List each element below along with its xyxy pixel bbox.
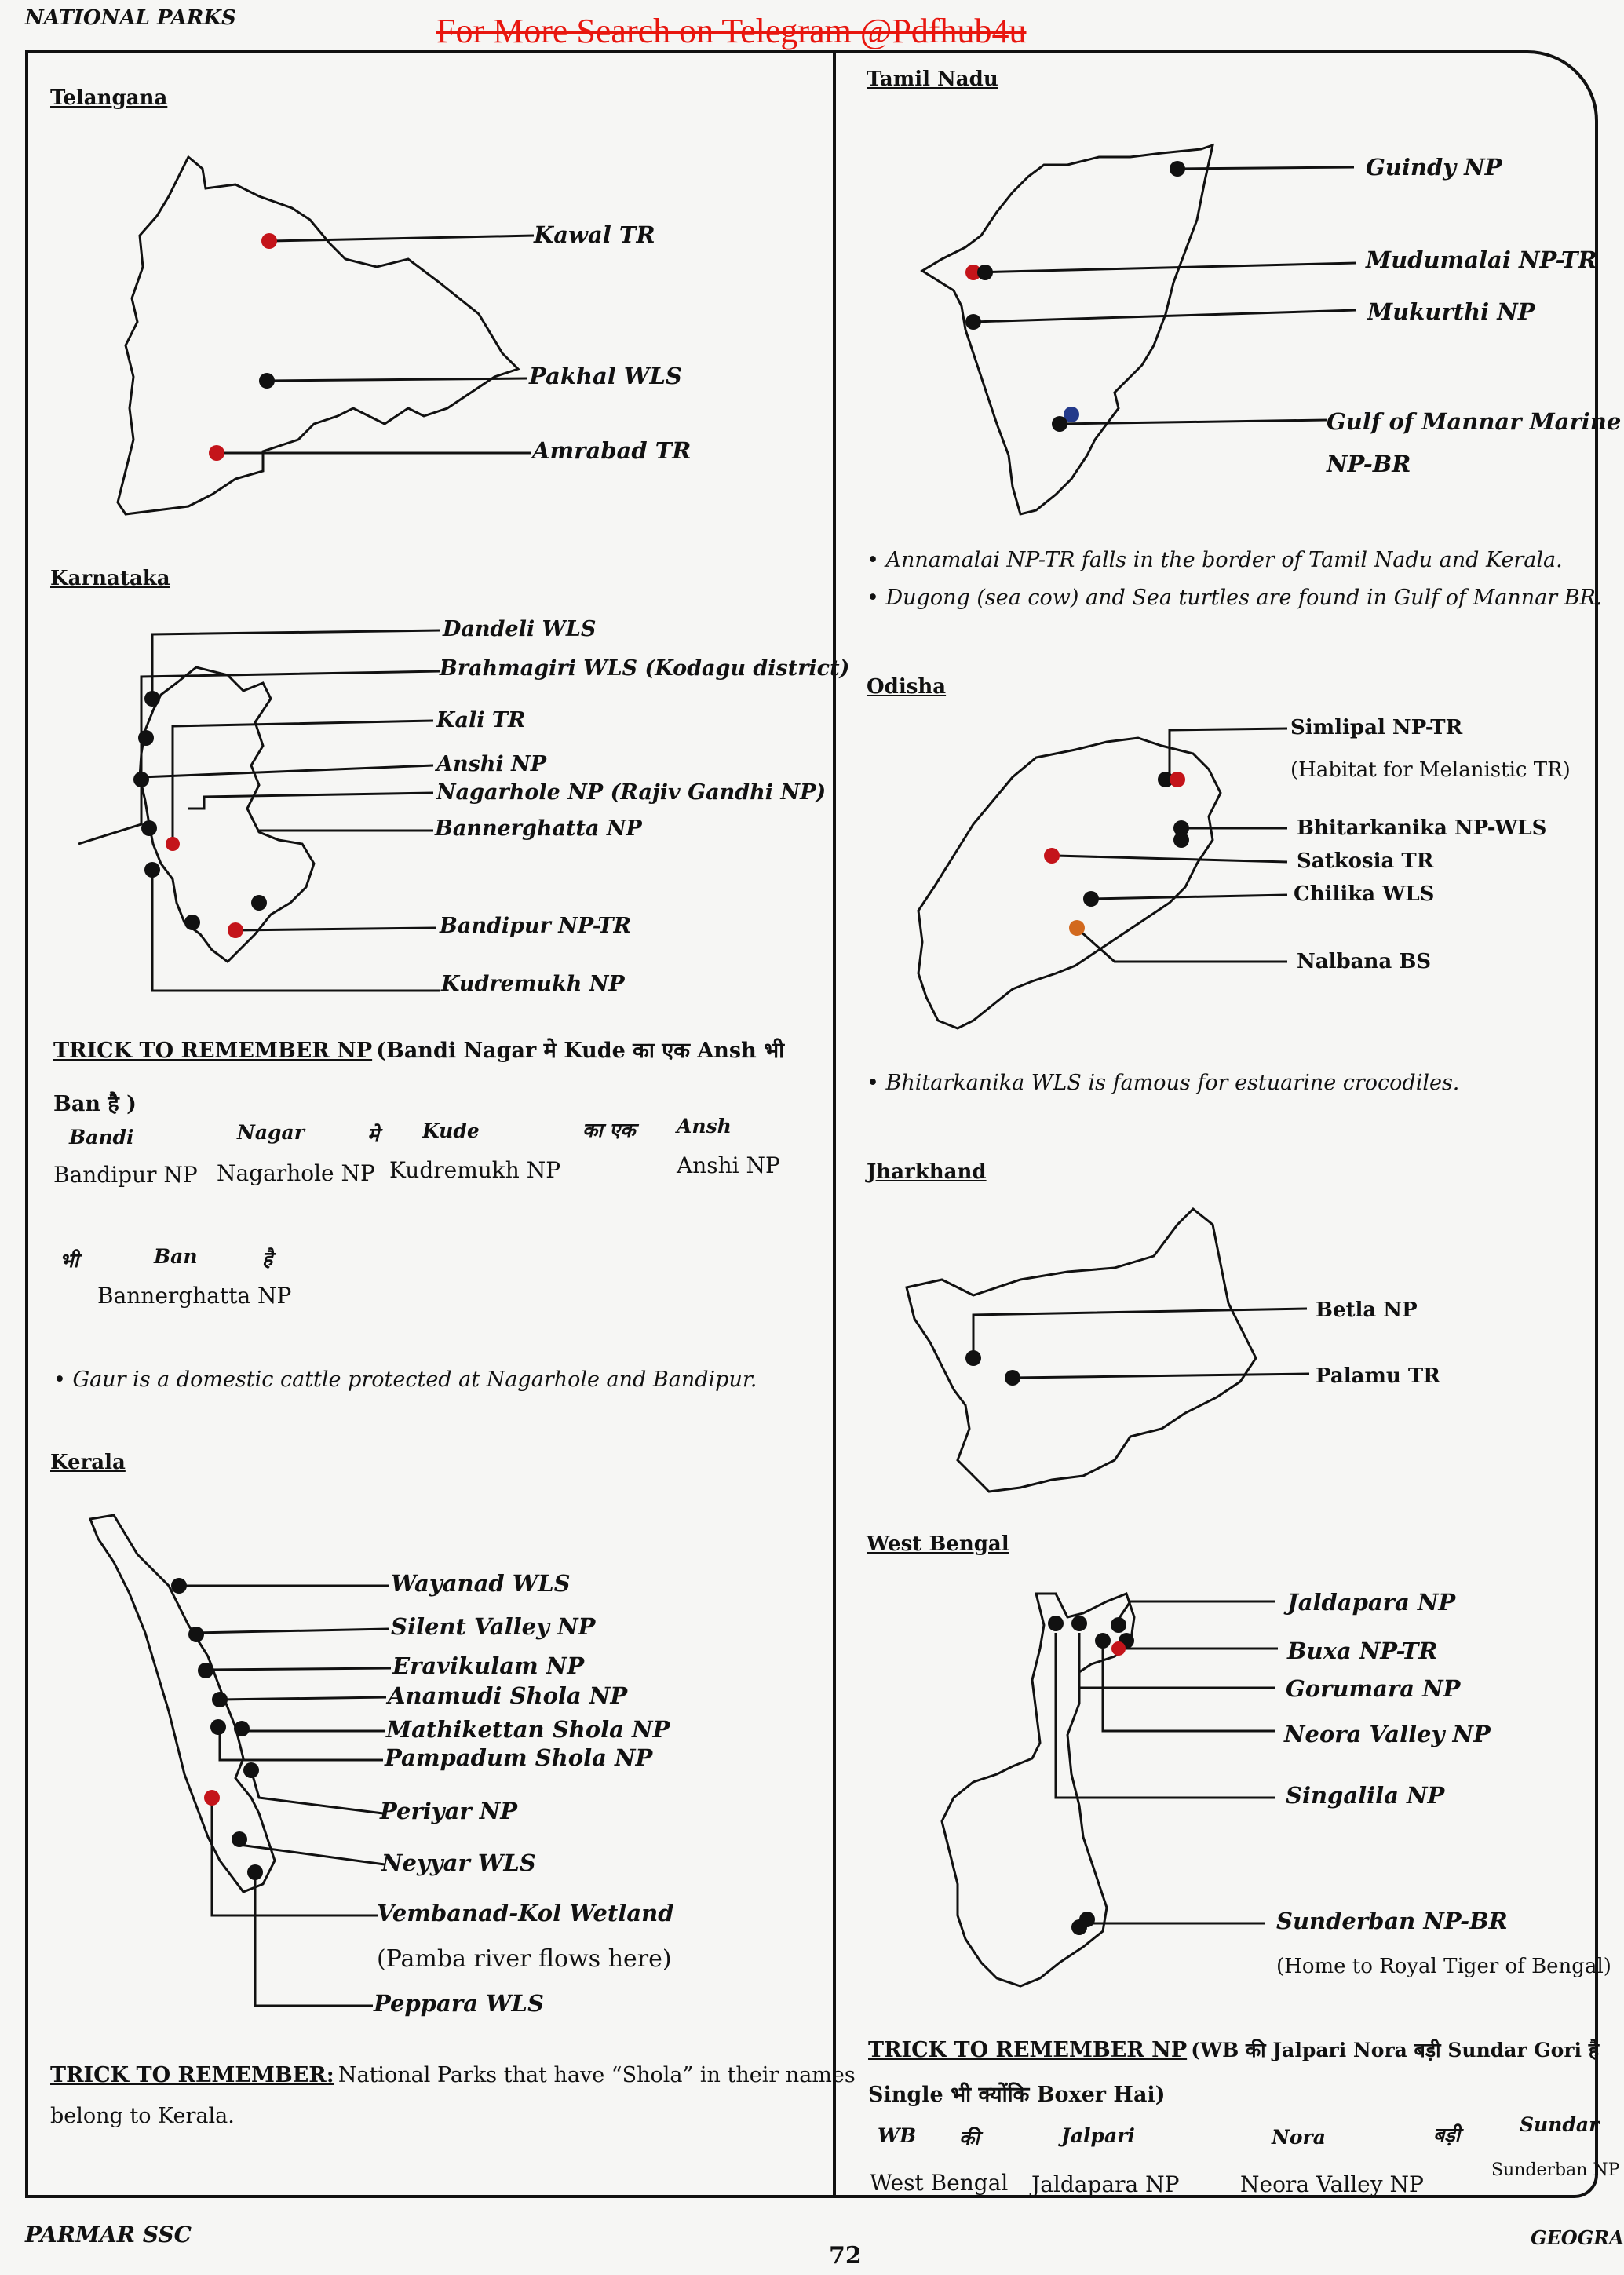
- wb-exp-neora: Neora Valley NP: [1240, 2171, 1424, 2197]
- trick-word-hai: है: [262, 1247, 273, 1270]
- label-palamu: Palamu TR: [1316, 1364, 1440, 1388]
- footer-left: PARMAR SSC: [25, 2222, 192, 2248]
- wb-exp-jaldapara: Jaldapara NP: [1031, 2171, 1180, 2197]
- wb-trick-phrase: (WB की Jalpari Nora बड़ी Sundar Gori है: [1191, 2039, 1599, 2061]
- label-amrabad: Amrabad TR: [532, 437, 692, 464]
- section-title-kerala: Kerala: [50, 1451, 126, 1474]
- tamilnadu-note-2: • Dugong (sea cow) and Sea turtles are found in Gulf of Mannar BR.: [867, 586, 1603, 610]
- kerala-trick-heading: TRICK TO REMEMBER:: [50, 2063, 334, 2087]
- label-bhitarkanika: Bhitarkanika NP-WLS: [1297, 816, 1547, 840]
- label-bannerghatta: Bannerghatta NP: [435, 816, 642, 841]
- telangana-map-outline: [118, 157, 518, 514]
- label-satkosia: Satkosia TR: [1297, 849, 1434, 873]
- label-peppara: Peppara WLS: [374, 1990, 544, 2017]
- trick-word-bhi: भी: [60, 1249, 79, 1272]
- label-mathikettan: Mathikettan Shola NP: [386, 1716, 670, 1743]
- jharkhand-map-outline: [907, 1209, 1256, 1492]
- label-pampadum: Pampadum Shola NP: [385, 1744, 653, 1771]
- trick-word-ansh: Ansh: [677, 1115, 732, 1138]
- trick-exp-bannerghatta: Bannerghatta NP: [97, 1283, 292, 1309]
- section-title-odisha: Odisha: [867, 675, 947, 699]
- chapter-header: NATIONAL PARKS: [25, 6, 236, 30]
- wb-exp-sunderban: Sunderban NP: [1491, 2160, 1620, 2180]
- trick-word-me: मे: [367, 1123, 379, 1146]
- trick-exp-anshi: Anshi NP: [677, 1152, 780, 1178]
- label-simlipal-note: (Habitat for Melanistic TR): [1290, 758, 1571, 782]
- label-anshi: Anshi NP: [436, 752, 547, 776]
- label-guindy: Guindy NP: [1366, 154, 1502, 181]
- wb-exp-westbengal: West Bengal: [870, 2170, 1009, 2196]
- wb-word-jalpari: Jalpari: [1061, 2124, 1135, 2147]
- label-neyyar: Neyyar WLS: [381, 1850, 536, 1876]
- watermark-text: For More Search on Telegram @Pdfhub4u: [436, 12, 1027, 50]
- karnataka-note: • Gaur is a domestic cattle protected at Nagarhole and Bandipur.: [53, 1368, 757, 1392]
- label-chilika: Chilika WLS: [1294, 882, 1435, 906]
- footer-right: GEOGRA: [1531, 2226, 1624, 2249]
- label-sunderban: Sunderban NP-BR: [1276, 1908, 1508, 1934]
- label-gorumara: Gorumara NP: [1286, 1675, 1461, 1702]
- tamilnadu-map-outline: [922, 145, 1213, 514]
- trick-heading: TRICK TO REMEMBER NP: [53, 1039, 373, 1063]
- label-gulf-mannar: Gulf of Mannar Marine: [1327, 408, 1622, 435]
- label-betla: Betla NP: [1316, 1298, 1418, 1322]
- label-buxa: Buxa NP-TR: [1287, 1638, 1438, 1664]
- label-silent-valley: Silent Valley NP: [391, 1613, 596, 1640]
- label-eravikulam: Eravikulam NP: [392, 1652, 585, 1679]
- label-bandipur: Bandipur NP-TR: [440, 914, 631, 938]
- label-kawal: Kawal TR: [534, 221, 655, 248]
- wb-word-badi: बड़ी: [1433, 2123, 1461, 2146]
- label-mudumalai: Mudumalai NP-TR: [1366, 246, 1597, 273]
- westbengal-trick-line2: Single भी क्योंकि Boxer Hai): [868, 2083, 1166, 2107]
- kerala-trick-line1: National Parks that have “Shola” in their names: [338, 2063, 856, 2087]
- trick-exp-bandipur: Bandipur NP: [53, 1162, 198, 1188]
- karnataka-trick-line2: Ban है ): [53, 1092, 137, 1116]
- section-title-jharkhand: Jharkhand: [867, 1160, 987, 1184]
- label-wayanad: Wayanad WLS: [391, 1570, 571, 1597]
- trick-exp-kudremukh: Kudremukh NP: [389, 1157, 561, 1183]
- trick-word-nagar: Nagar: [237, 1121, 305, 1144]
- label-mukurthi: Mukurthi NP: [1367, 298, 1535, 325]
- wb-word-nora: Nora: [1272, 2126, 1326, 2149]
- kerala-map-outline: [90, 1515, 275, 1892]
- label-pakhal: Pakhal WLS: [529, 363, 682, 389]
- kerala-trick-line2: belong to Kerala.: [50, 2104, 235, 2128]
- odisha-note: • Bhitarkanika WLS is famous for estuarine crocodiles.: [867, 1071, 1460, 1095]
- kerala-trick: [50, 2063, 856, 2087]
- label-vembanad: Vembanad-Kol Wetland: [377, 1900, 674, 1926]
- label-sunderban-note: (Home to Royal Tiger of Bengal): [1276, 1955, 1611, 1978]
- trick-exp-nagarhole: Nagarhole NP: [217, 1160, 375, 1186]
- page-number: 72: [829, 2242, 862, 2270]
- wb-word-sundar: Sundar: [1520, 2113, 1600, 2136]
- label-jaldapara: Jaldapara NP: [1287, 1589, 1456, 1616]
- label-singalila: Singalila NP: [1286, 1782, 1445, 1809]
- karnataka-trick-line1: [53, 1035, 784, 1064]
- trick-word-bandi: Bandi: [69, 1126, 134, 1148]
- trick-phrase: (Bandi Nagar मे Kude का एक Ansh भी: [376, 1039, 785, 1063]
- label-kali: Kali TR: [436, 708, 526, 732]
- label-pamba-note: (Pamba river flows here): [377, 1945, 672, 1973]
- label-nalbana: Nalbana BS: [1297, 950, 1432, 973]
- trick-word-ban: Ban: [154, 1245, 198, 1268]
- section-title-telangana: Telangana: [50, 86, 168, 110]
- label-gulf-mannar-2: NP-BR: [1327, 451, 1411, 477]
- wb-word-wb: WB: [878, 2124, 917, 2147]
- trick-word-kaek: का एक: [582, 1119, 636, 1141]
- tamilnadu-note-1: • Annamalai NP-TR falls in the border of Tamil Nadu and Kerala.: [867, 548, 1563, 572]
- label-dandeli: Dandeli WLS: [443, 617, 597, 641]
- westbengal-trick-line1: [868, 2036, 1599, 2063]
- westbengal-map-outline: [942, 1594, 1134, 1986]
- section-title-tamilnadu: Tamil Nadu: [867, 68, 998, 91]
- label-neora: Neora Valley NP: [1284, 1721, 1491, 1747]
- section-title-karnataka: Karnataka: [50, 567, 170, 590]
- karnataka-map-outline: [140, 667, 314, 962]
- label-kudremukh: Kudremukh NP: [441, 972, 625, 996]
- label-anamudi: Anamudi Shola NP: [388, 1682, 628, 1709]
- wb-trick-heading: TRICK TO REMEMBER NP: [868, 2038, 1188, 2062]
- trick-word-kude: Kude: [422, 1119, 480, 1142]
- wb-word-ki: की: [959, 2127, 980, 2149]
- section-title-westbengal: West Bengal: [867, 1532, 1009, 1556]
- label-nagarhole: Nagarhole NP (Rajiv Gandhi NP): [436, 780, 827, 805]
- label-simlipal: Simlipal NP-TR: [1290, 716, 1463, 739]
- label-brahmagiri: Brahmagiri WLS (Kodagu district): [440, 656, 850, 681]
- label-periyar: Periyar NP: [380, 1798, 518, 1824]
